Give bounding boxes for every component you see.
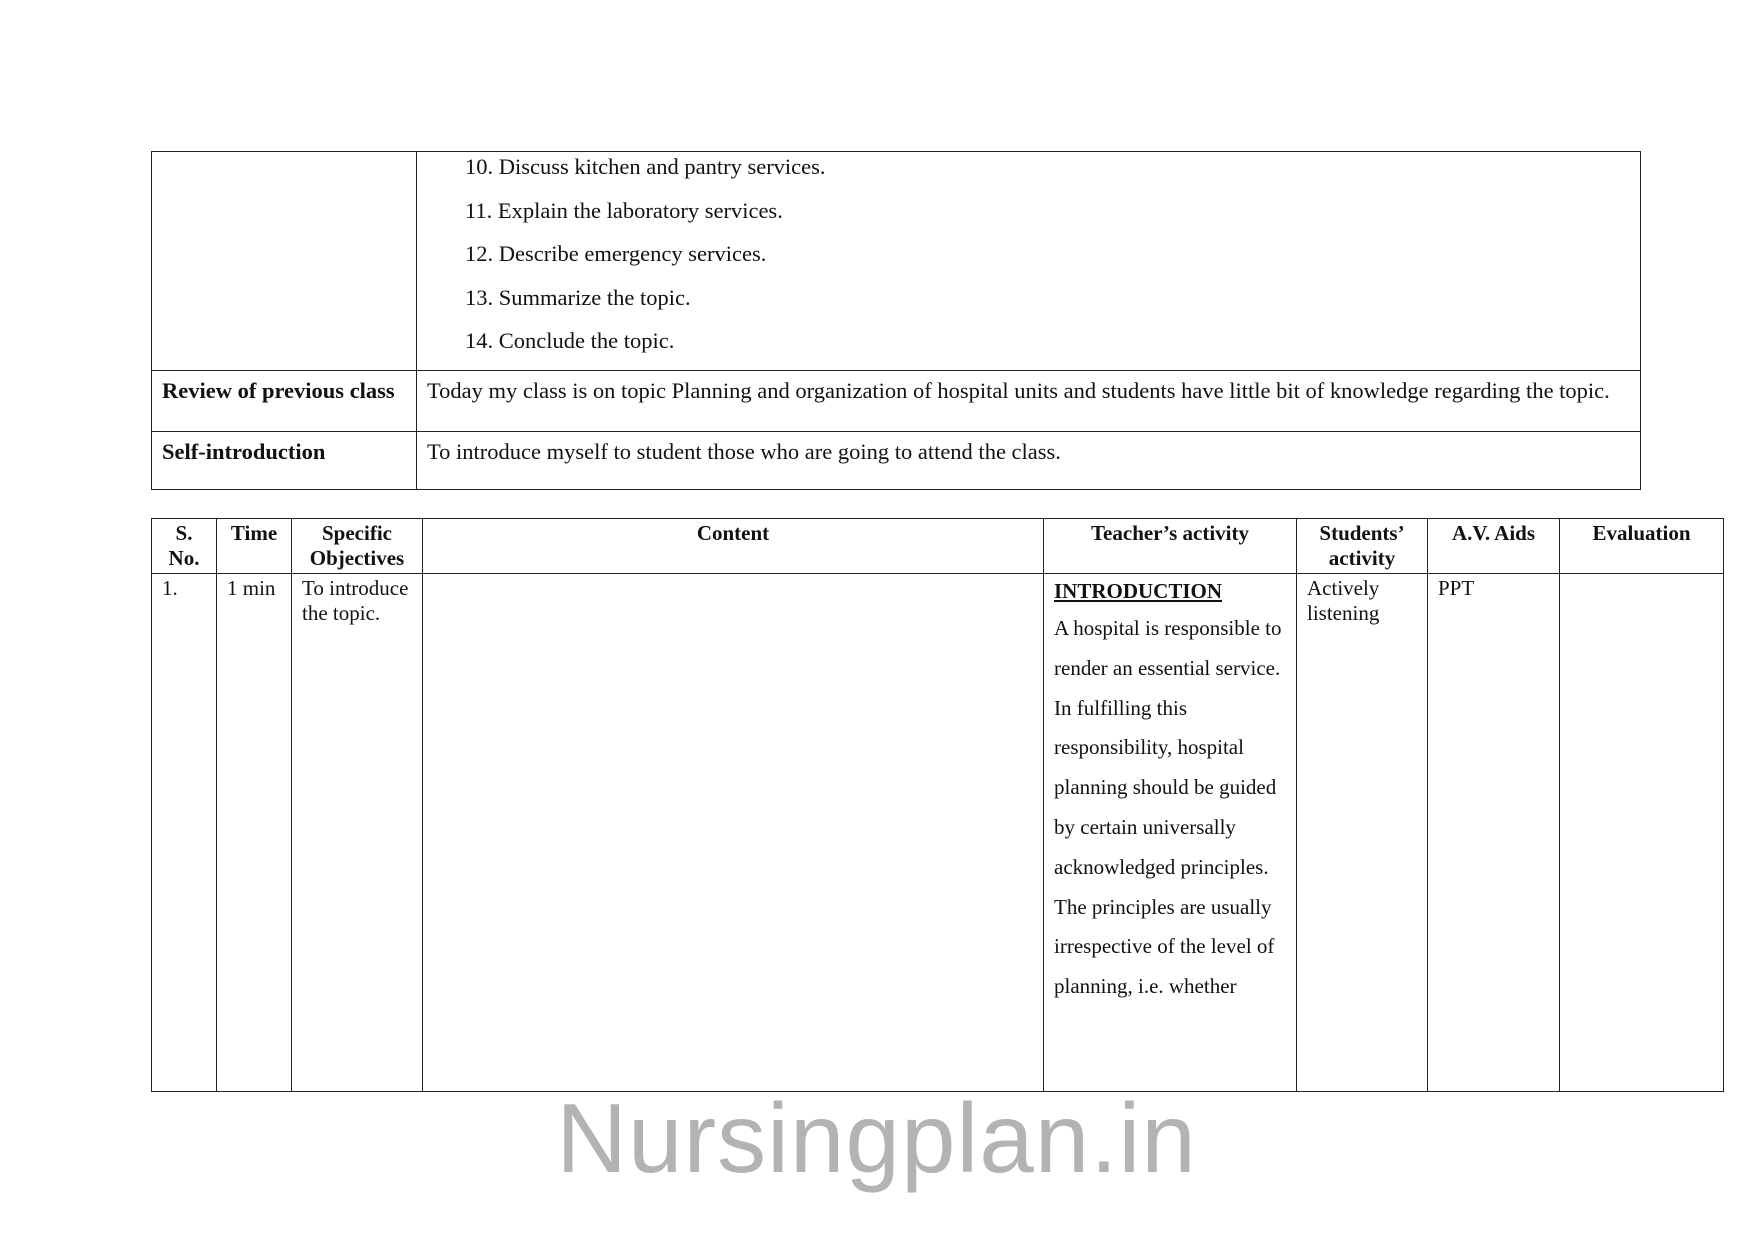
objective-item: 11. Explain the laboratory services. <box>465 197 783 223</box>
review-row <box>152 370 1641 431</box>
teacher-activity-text: A hospital is responsible to render an essential service. In fulfilling this responsibility, hospital planning should be guided by certain universally acknowledged principles. The principles are usually irrespective of the level of planning, i.e. whether <box>1054 616 1282 999</box>
cell-time: 1 min <box>217 574 292 1092</box>
lesson-plan-table <box>151 518 1724 1092</box>
self-intro-text: To introduce myself to student those who are going to attend the class. <box>417 431 1641 489</box>
objective-item: 12. Describe emergency services. <box>465 241 767 267</box>
cell-content <box>423 574 1044 1092</box>
header-row <box>152 519 1724 574</box>
lesson-info-table <box>151 151 1641 490</box>
self-intro-label: Self-introduction <box>152 431 417 489</box>
objective-item: 10. Discuss kitchen and pantry services. <box>465 154 826 179</box>
review-text: Today my class is on topic Planning and organization of hospital units and students have little bit of knowledge regarding the topic. <box>417 370 1641 431</box>
self-intro-row <box>152 431 1641 489</box>
cell-evaluation <box>1560 574 1724 1092</box>
watermark: Nursingplan.in <box>556 1083 1197 1193</box>
objective-item: 14. Conclude the topic. <box>465 328 675 354</box>
header-time: Time <box>217 519 292 574</box>
header-content: Content <box>423 519 1044 574</box>
cell-av-aids: PPT <box>1428 574 1560 1092</box>
cell-teacher-activity <box>1044 574 1297 1092</box>
objective-item: 13. Summarize the topic. <box>465 284 691 310</box>
header-teacher-activity: Teacher’s activity <box>1044 519 1297 574</box>
objectives-label-cell <box>152 152 417 371</box>
header-sno: S. No. <box>152 519 217 574</box>
cell-objective: To introduce the topic. <box>292 574 423 1092</box>
table-row <box>152 574 1724 1092</box>
objectives-row <box>152 152 1641 371</box>
objectives-list <box>417 152 1640 370</box>
header-objectives: Specific Objectives <box>292 519 423 574</box>
cell-students-activity: Actively listening <box>1297 574 1428 1092</box>
header-students-activity: Students’ activity <box>1297 519 1428 574</box>
header-evaluation: Evaluation <box>1560 519 1724 574</box>
header-av-aids: A.V. Aids <box>1428 519 1560 574</box>
review-label: Review of previous class <box>152 370 417 431</box>
cell-sno: 1. <box>152 574 217 1092</box>
objectives-cell <box>417 152 1641 371</box>
introduction-heading: INTRODUCTION <box>1054 579 1223 603</box>
